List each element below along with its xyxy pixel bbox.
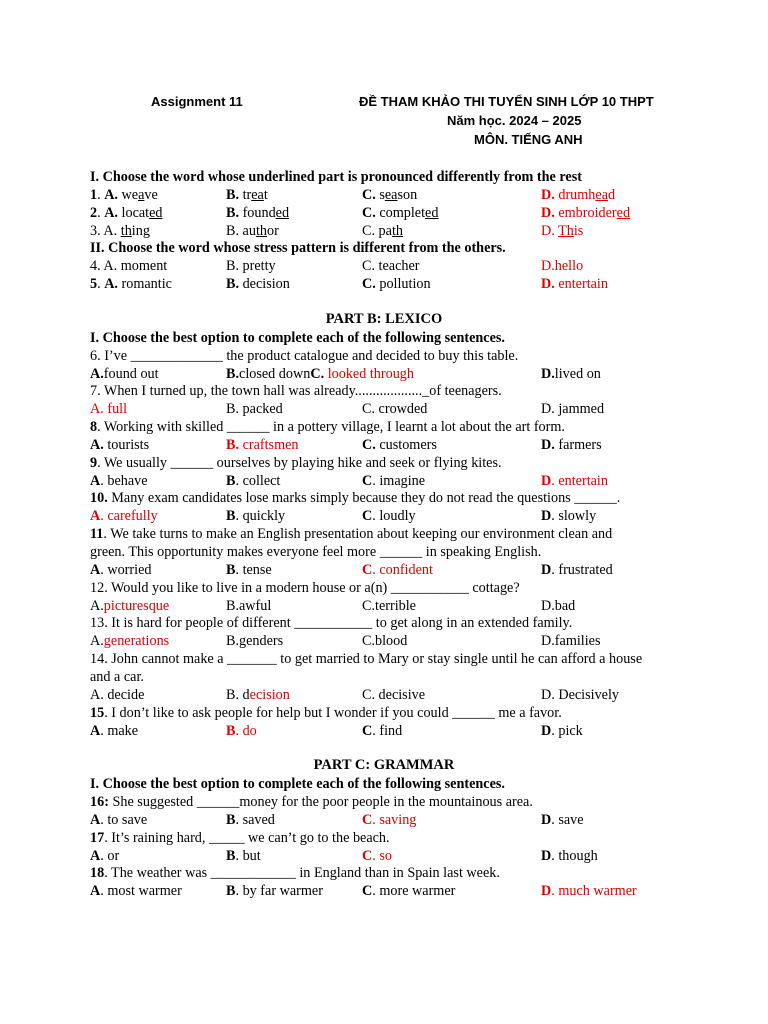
instruction: I. Choose the best option to complete each of the following sentences. [90, 329, 505, 346]
text-run: A. [104, 276, 118, 293]
text-run: 8 [90, 419, 98, 436]
text-run: B. au [226, 222, 256, 239]
text-run: 7. When I turned up, the town hall was already..................._of teenagers. [90, 383, 502, 400]
text-run: . so [372, 847, 392, 864]
text-run: 11 [90, 526, 104, 543]
answer-option [541, 186, 615, 204]
answer-option [90, 811, 147, 829]
answer-option [90, 722, 138, 740]
text-run: C. [310, 365, 325, 382]
text-run: . We usually ______ ourselves by playing hike and seek or flying kites. [97, 454, 502, 471]
text-run: ve [144, 186, 158, 203]
text-run: t [263, 186, 268, 203]
text-run: A [90, 561, 101, 578]
text-run: C. pa [362, 222, 392, 239]
text-run: A. [90, 597, 104, 614]
text-run: looked through [324, 365, 414, 382]
answer-option [226, 561, 272, 579]
text-run: D. [541, 186, 555, 203]
text-run: ea [251, 186, 264, 203]
text-run: tr [239, 186, 252, 203]
part-title: PART C: GRAMMAR [313, 757, 455, 774]
text-run: D [541, 722, 552, 739]
answer-option [90, 275, 172, 293]
text-run: s [375, 186, 385, 203]
text-run: . saved [235, 811, 275, 828]
text-run: D. [541, 276, 555, 293]
answer-option [90, 561, 151, 579]
answer-option [541, 365, 601, 383]
text-run: ea [384, 186, 398, 203]
text-run: . confident [372, 561, 433, 578]
text-run: D. Decisively [541, 686, 620, 703]
question-text [90, 864, 500, 882]
answer-option [90, 882, 182, 900]
question-text [90, 793, 533, 811]
text-run: . collect [235, 472, 281, 489]
text-run: . The weather was ____________ in England than in Spain last week. [104, 865, 500, 882]
answer-option [90, 847, 119, 865]
question-text [90, 489, 620, 507]
answer-option [541, 882, 637, 900]
text-run: son [397, 186, 418, 203]
text-run: C. [362, 186, 376, 203]
text-run: A. [90, 633, 104, 650]
answer-option [226, 472, 280, 490]
answer-option [541, 400, 604, 418]
text-run: . Working with skilled ______ in a pottery village, I learnt a lot about the art form. [97, 419, 565, 436]
text-run: B [226, 811, 236, 828]
answer-option [90, 204, 163, 222]
text-run: a [138, 186, 145, 203]
question-text [90, 454, 502, 472]
answer-option [541, 597, 575, 615]
text-run: C [362, 883, 373, 900]
text-run: 12. Would you like to live in a modern house or a(n) ___________ cottage? [90, 579, 520, 596]
text-run: 3. A. [90, 222, 121, 239]
answer-option [362, 222, 403, 240]
text-run: D. [541, 436, 555, 453]
text-run: C [362, 811, 373, 828]
text-run: craftsmen [239, 436, 299, 453]
text-run: B. [226, 276, 240, 293]
text-run: B [226, 561, 236, 578]
text-run: . I don’t like to ask people for help but I wonder if you could ______ me a favor. [104, 704, 562, 721]
text-run: D [541, 508, 552, 525]
text-run: ed [275, 204, 290, 221]
text-run: D. [541, 365, 555, 382]
text-run: . [97, 186, 105, 203]
exam-title: ĐỀ THAM KHẢO THI TUYỂN SINH LỚP 10 THPT [359, 94, 654, 109]
text-run: A. [90, 436, 104, 453]
answer-option [226, 847, 261, 865]
text-run: . [97, 204, 105, 221]
text-run: She suggested ______money for the poor people in the mountainous area. [108, 794, 533, 811]
text-run: ecision [249, 686, 290, 703]
text-run: A. [90, 365, 104, 382]
text-run: C. [362, 204, 376, 221]
answer-option [362, 847, 392, 865]
text-run: C. teacher [362, 258, 420, 275]
instruction: I. Choose the best option to complete each of the following sentences. [90, 776, 505, 793]
text-run: . by far warmer [235, 883, 323, 900]
text-run: A [90, 811, 101, 828]
text-run: D [541, 847, 552, 864]
text-run: A. [104, 204, 118, 221]
answer-option [541, 686, 619, 704]
text-run: D.hello [541, 258, 584, 275]
text-run: 16: [90, 794, 109, 811]
answer-option [541, 722, 583, 740]
answer-option [226, 722, 257, 740]
text-run: D. [541, 222, 559, 239]
text-run: ing [131, 222, 150, 239]
answer-option [226, 597, 271, 615]
text-run: B. [226, 186, 240, 203]
text-run: 4. A. moment [90, 258, 168, 275]
text-run: . slowly [551, 508, 597, 525]
answer-option [362, 204, 438, 222]
text-run: C. crowded [362, 401, 428, 418]
text-run: 14. John cannot make a _______ to get married to Mary or stay single until he can afford a house [90, 651, 643, 668]
text-run: is [573, 222, 584, 239]
text-run: D [541, 561, 552, 578]
subject-title: MÔN. TIẾNG ANH [474, 132, 583, 147]
question-text [90, 668, 144, 686]
school-year: Năm học. 2024 – 2025 [447, 113, 582, 128]
text-run: A [90, 472, 101, 489]
text-run: . It’s raining hard, _____ we can’t go to the beach. [104, 829, 390, 846]
answer-option [362, 400, 427, 418]
text-run: complet [375, 204, 426, 221]
text-run: . worried [100, 561, 152, 578]
answer-option [541, 847, 598, 865]
answer-option [226, 186, 268, 204]
text-run: . but [235, 847, 261, 864]
text-run: ea [595, 186, 608, 203]
text-run: B. d [226, 686, 250, 703]
text-run: D [541, 472, 552, 489]
answer-option [226, 632, 283, 650]
answer-option [362, 632, 407, 650]
text-run: embroider [554, 204, 617, 221]
answer-option [541, 257, 583, 275]
text-run: D. jammed [541, 401, 605, 418]
answer-option [90, 222, 150, 240]
text-run: B. [226, 365, 240, 382]
text-run: B [226, 883, 236, 900]
text-run: found [239, 204, 276, 221]
text-run: green. This opportunity makes everyone feel more ______ in speaking English. [90, 544, 542, 560]
answer-option [226, 400, 283, 418]
text-run: 9 [90, 454, 98, 471]
text-run: Th [558, 222, 574, 239]
text-run: 10. [90, 490, 108, 507]
text-run: A. decide [90, 686, 145, 703]
answer-option [90, 597, 169, 615]
text-run: C.blood [362, 633, 408, 650]
answer-option [362, 472, 425, 490]
answer-option [90, 186, 158, 204]
instruction: II. Choose the word whose stress pattern is different from the others. [90, 240, 506, 257]
answer-option [541, 222, 583, 240]
text-run: . pick [551, 722, 583, 739]
text-run: . make [100, 722, 139, 739]
text-run: ed [616, 204, 631, 221]
assignment-label: Assignment 11 [151, 94, 243, 109]
text-run: closed down [239, 365, 311, 382]
text-run: tourists [103, 436, 150, 453]
text-run: C. [362, 436, 376, 453]
text-run: . find [372, 722, 403, 739]
answer-option [541, 204, 630, 222]
answer-option [541, 507, 596, 525]
answer-option [362, 686, 425, 704]
text-run: D [541, 811, 552, 828]
answer-option [226, 275, 290, 293]
answer-option [90, 472, 148, 490]
text-run: pollution [375, 276, 431, 293]
question-text [90, 650, 642, 668]
text-run: 15 [90, 704, 105, 721]
text-run: found out [103, 365, 159, 382]
answer-option [362, 561, 433, 579]
text-run: customers [375, 436, 437, 453]
text-run: 13. It is hard for people of different ___________ to get along in an extended family. [90, 615, 573, 632]
text-run: locat [117, 204, 150, 221]
answer-option [226, 204, 289, 222]
text-run: entertain [554, 276, 608, 293]
text-run: B.awful [226, 597, 272, 614]
text-run: 17 [90, 829, 105, 846]
text-run: d [608, 186, 616, 203]
text-run: drumh [554, 186, 596, 203]
text-run: . imagine [372, 472, 426, 489]
text-run: B. [226, 436, 240, 453]
answer-option [90, 436, 149, 454]
text-run: A [90, 883, 101, 900]
text-run: A. full [90, 401, 128, 418]
text-run: C [362, 722, 373, 739]
text-run: B [226, 722, 236, 739]
text-run: generations [103, 633, 170, 650]
text-run: ed [425, 204, 439, 221]
answer-option [362, 186, 417, 204]
answer-option [90, 632, 169, 650]
text-run: ed [149, 204, 163, 221]
answer-option [541, 561, 613, 579]
text-run: . behave [100, 472, 148, 489]
text-run: . or [100, 847, 120, 864]
question-text [90, 525, 612, 543]
question-text [90, 382, 502, 400]
answer-option [226, 507, 285, 525]
question-text [90, 579, 520, 597]
text-run: 6. I’ve _____________ the product catalogue and decided to buy this table. [90, 347, 519, 364]
part-title: PART B: LEXICO [325, 310, 443, 327]
text-run: B.genders [226, 633, 284, 650]
text-run: 5 [90, 276, 98, 293]
text-run: or [267, 222, 279, 239]
answer-option [90, 400, 127, 418]
text-run: . save [551, 811, 584, 828]
text-run: decision [239, 276, 290, 293]
text-run: D.bad [541, 597, 576, 614]
question-text [90, 829, 390, 847]
text-run: 18 [90, 865, 105, 882]
answer-option [541, 275, 608, 293]
text-run: . do [235, 722, 257, 739]
answer-option [362, 436, 437, 454]
question-text [90, 614, 572, 632]
text-run: 1 [90, 186, 98, 203]
answer-option [362, 275, 431, 293]
text-run: . much warmer [551, 883, 637, 900]
text-run: lived on [554, 365, 601, 382]
question-text [90, 543, 541, 561]
text-run: th [391, 222, 403, 239]
answer-option [90, 257, 167, 275]
text-run: A. [104, 186, 118, 203]
text-run: C. [362, 276, 376, 293]
text-run: . entertain [551, 472, 608, 489]
text-run: th [120, 222, 132, 239]
answer-option [226, 686, 290, 704]
text-run: A [90, 847, 101, 864]
text-run: picturesque [103, 597, 170, 614]
text-run: C [362, 847, 373, 864]
answer-option [90, 507, 158, 525]
answer-option [362, 722, 402, 740]
text-run: C [362, 472, 373, 489]
text-run: . to save [100, 811, 148, 828]
text-run: C [362, 561, 373, 578]
answer-option [362, 507, 416, 525]
text-run: A [90, 722, 101, 739]
instruction: I. Choose the word whose underlined part is pronounced differently from the rest [90, 169, 582, 185]
text-run: Many exam candidates lose marks simply because they do not read the questions ______. [107, 490, 621, 507]
text-run: 2 [90, 204, 98, 221]
text-run: B [226, 508, 236, 525]
text-run: B. pretty [226, 258, 276, 275]
text-run: C. decisive [362, 686, 426, 703]
text-run: farmers [554, 436, 602, 453]
text-run: B [226, 847, 236, 864]
text-run: B. [226, 204, 240, 221]
answer-option [362, 257, 420, 275]
text-run: . most warmer [100, 883, 182, 900]
text-run: . frustrated [551, 561, 613, 578]
text-run: . We take turns to make an English presentation about keeping our environment clean and [103, 526, 613, 543]
text-run: A [90, 508, 101, 525]
answer-option [541, 472, 608, 490]
text-run: D.families [541, 633, 601, 650]
text-run: D. [541, 204, 555, 221]
answer-option [362, 597, 416, 615]
text-run: B [226, 472, 236, 489]
question-text [90, 704, 562, 722]
text-run: we [117, 186, 139, 203]
answer-option [90, 686, 144, 704]
text-run: . though [551, 847, 598, 864]
answer-option [541, 436, 602, 454]
answer-option [90, 365, 159, 383]
text-run: . [97, 276, 105, 293]
text-run: th [255, 222, 267, 239]
text-run: D [541, 883, 552, 900]
answer-option [541, 632, 601, 650]
text-run: . tense [235, 561, 272, 578]
answer-option [226, 222, 279, 240]
answer-option [541, 811, 584, 829]
text-run: . quickly [235, 508, 286, 525]
text-run: . loudly [372, 508, 416, 525]
text-run: C [362, 508, 373, 525]
text-run: romantic [117, 276, 172, 293]
text-run: . carefully [100, 508, 158, 525]
question-text [90, 418, 565, 436]
answer-option [226, 811, 275, 829]
text-run: B. packed [226, 401, 283, 418]
answer-option [226, 436, 299, 454]
answer-option [226, 257, 276, 275]
text-run: . more warmer [372, 883, 456, 900]
answer-option [226, 365, 414, 383]
text-run: C.terrible [362, 597, 416, 614]
text-run: and a car. [90, 668, 144, 685]
answer-option [226, 882, 323, 900]
answer-option [362, 882, 455, 900]
text-run: . saving [372, 811, 417, 828]
question-text [90, 347, 518, 365]
answer-option [362, 811, 416, 829]
